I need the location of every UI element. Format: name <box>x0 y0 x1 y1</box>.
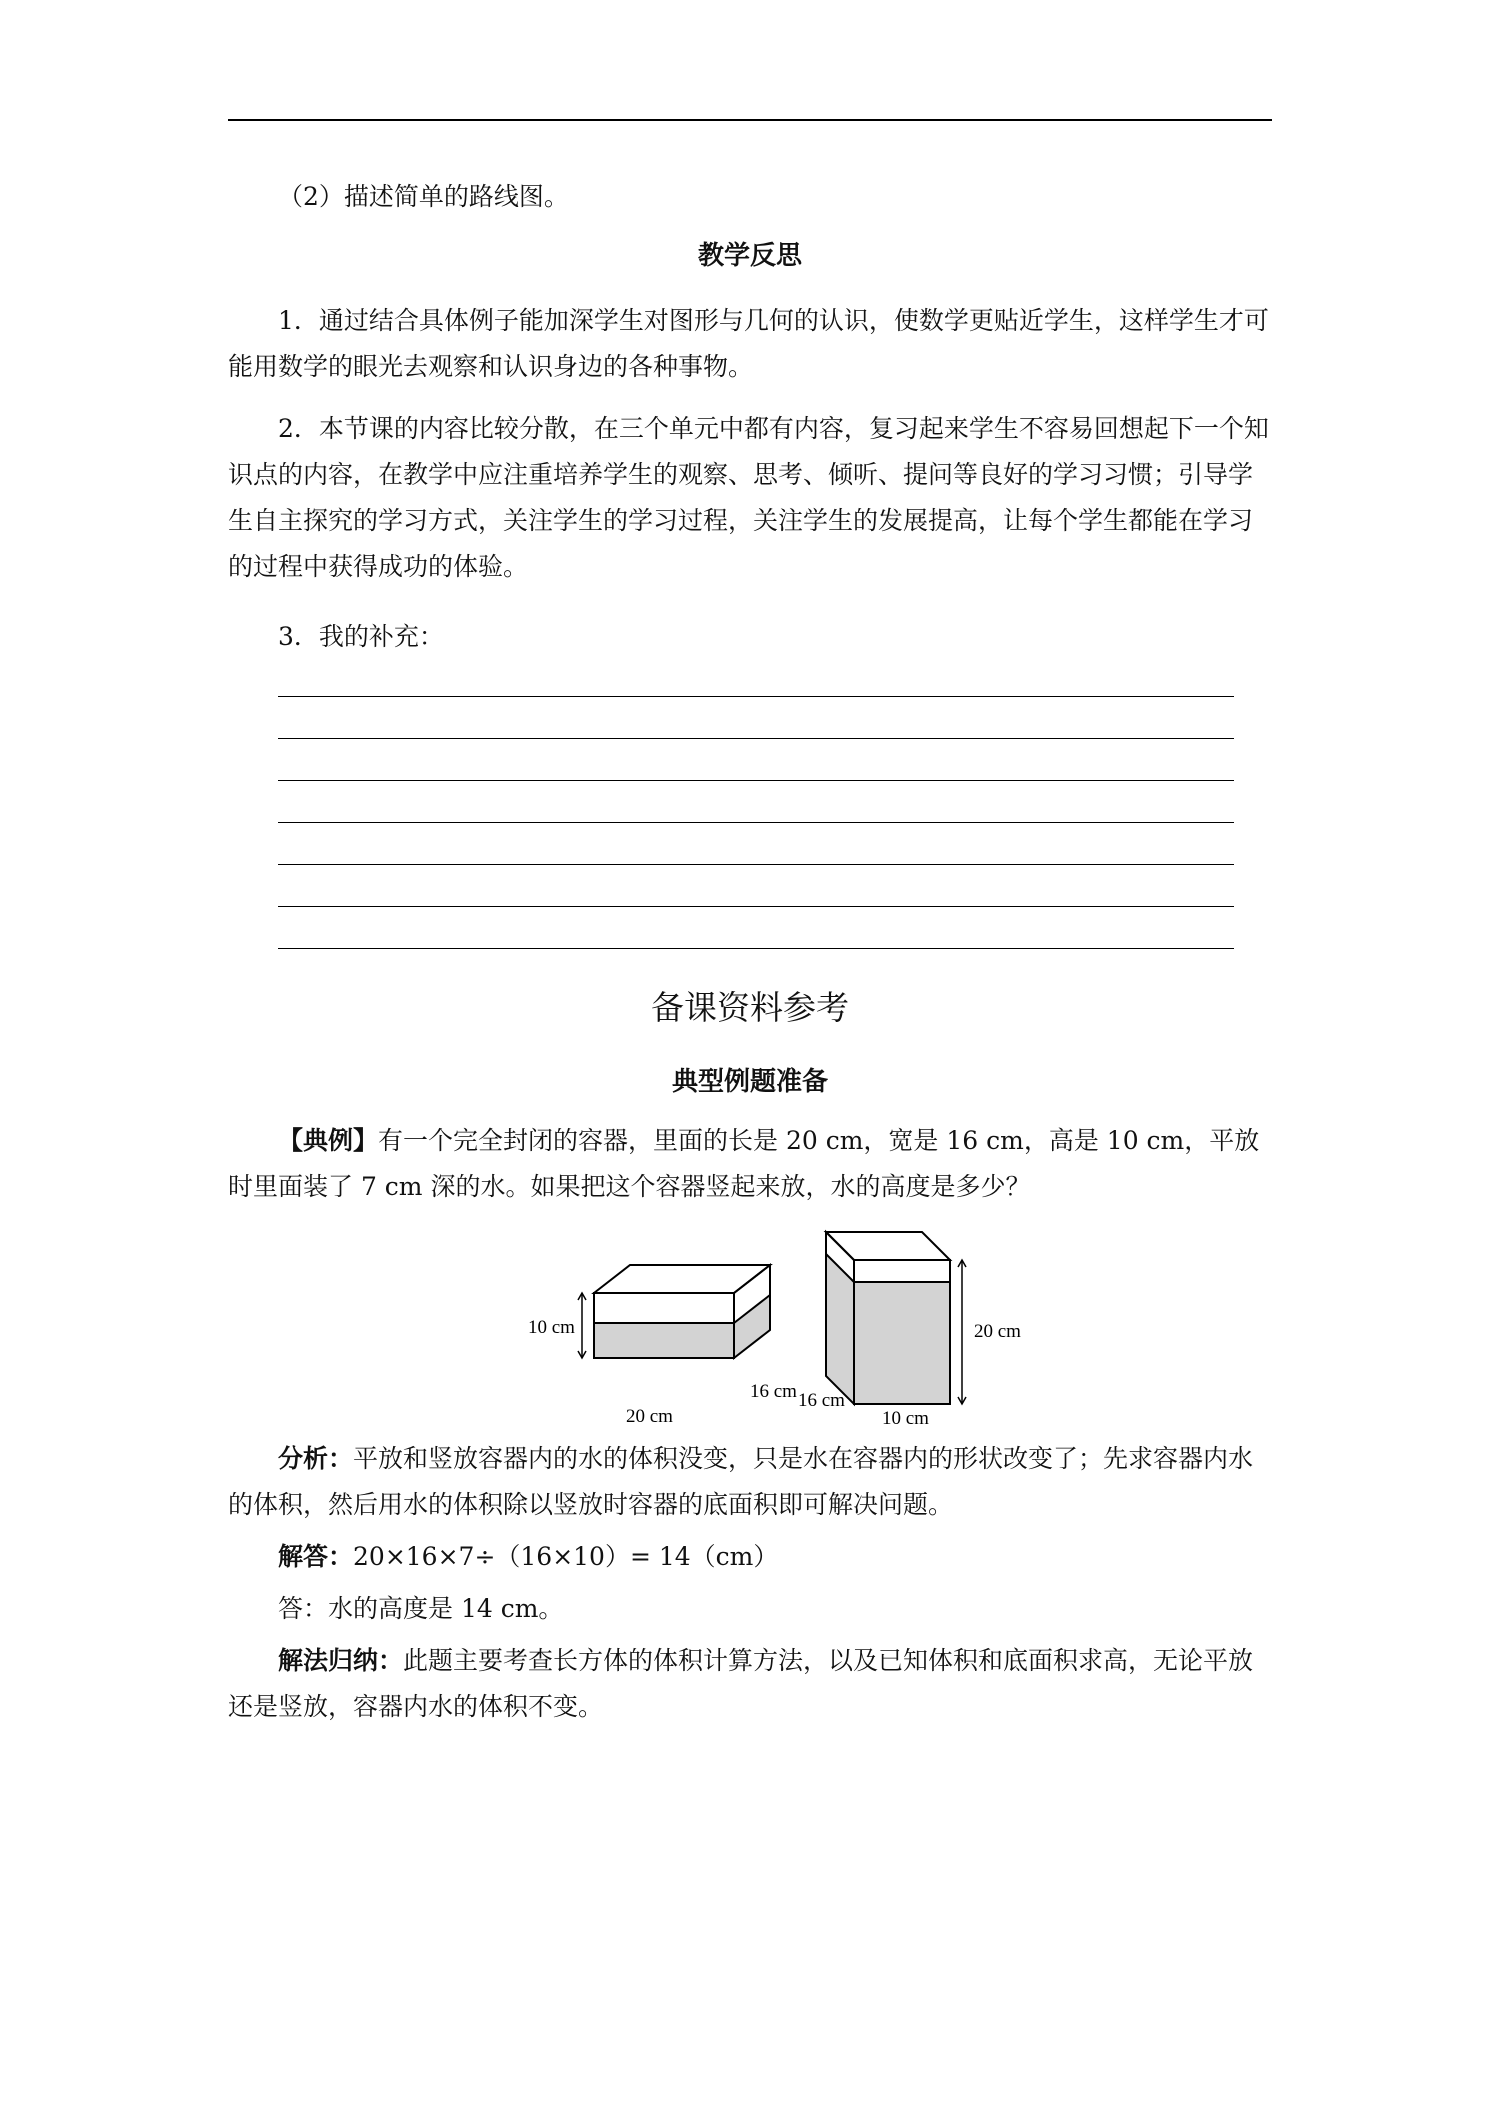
answer-line: 答：水的高度是 14 cm。 <box>278 1594 564 1623</box>
section-title: 备课资料参考 <box>651 988 849 1027</box>
header-rule <box>228 119 1272 121</box>
blank-line-6 <box>278 906 1234 907</box>
blank-line-5 <box>278 864 1234 865</box>
analysis-text: 平放和竖放容器内的水的体积没变，只是水在容器内的形状改变了；先求容器内水的体积，然后用水的体积除以竖放时容器的底面积即可解决问题。 <box>228 1444 1254 1519</box>
reflection-point-2: 2．本节课的内容比较分散，在三个单元中都有内容，复习起来学生不容易回想起下一个知识点的内容，在教学中应注重培养学生的观察、思考、倾听、提问等良好的学习习惯；引导学生自主探究的学习方式，关注学生的学习过程，关注学生的发展提高，让每个学生都能在学习的过程中获得成功的体验。 <box>228 414 1269 581</box>
analysis-paragraph <box>228 1436 1272 1528</box>
reflection-heading: 教学反思 <box>697 241 802 271</box>
left-width-label: 16 cm <box>750 1381 797 1402</box>
top-face-left <box>594 1265 770 1293</box>
blank-line-1 <box>278 696 1234 697</box>
solution-text: 20×16×7÷（16×10）= 14（cm） <box>353 1542 779 1571</box>
example-label: 【典例】 <box>278 1126 379 1155</box>
summary-text: 此题主要考查长方体的体积计算方法，以及已知体积和底面积求高，无论平放还是竖放，容器内水的体积不变。 <box>228 1646 1254 1721</box>
reflection-point-1: 1．通过结合具体例子能加深学生对图形与几何的认识，使数学更贴近学生，这样学生才可能用数学的眼光去观察和认识身边的各种事物。 <box>228 306 1269 381</box>
item-2-text: （2）描述简单的路线图。 <box>278 182 569 211</box>
reflection-point-3: 3．我的补充： <box>278 622 444 651</box>
example-problem <box>228 1118 1272 1210</box>
solution-line <box>228 1534 1272 1580</box>
sub-title: 典型例题准备 <box>671 1067 828 1097</box>
blank-line-2 <box>278 738 1234 739</box>
water-side-left <box>734 1295 770 1358</box>
blank-line-7 <box>278 948 1234 949</box>
water-front-left <box>594 1323 734 1358</box>
summary-label: 解法归纳： <box>278 1646 404 1675</box>
top-face-right <box>826 1232 950 1260</box>
right-width-label: 16 cm <box>798 1390 845 1411</box>
horizontal-container <box>578 1265 770 1358</box>
vertical-container <box>826 1232 966 1404</box>
solution-label: 解答： <box>278 1542 354 1571</box>
analysis-label: 分析： <box>278 1444 354 1473</box>
blank-line-4 <box>278 822 1234 823</box>
right-base-label: 10 cm <box>882 1408 929 1429</box>
summary-paragraph <box>228 1638 1272 1730</box>
left-length-label: 20 cm <box>626 1406 673 1427</box>
right-height-label: 20 cm <box>974 1321 1021 1342</box>
container-figure <box>500 1220 1060 1436</box>
example-text: 有一个完全封闭的容器，里面的长是 20 cm，宽是 16 cm，高是 10 cm，平放时里面装了 7 cm 深的水。如果把这个容器竖起来放，水的高度是多少？ <box>228 1126 1260 1201</box>
blank-line-3 <box>278 780 1234 781</box>
left-height-label: 10 cm <box>528 1317 575 1338</box>
water-front-right <box>854 1282 950 1404</box>
